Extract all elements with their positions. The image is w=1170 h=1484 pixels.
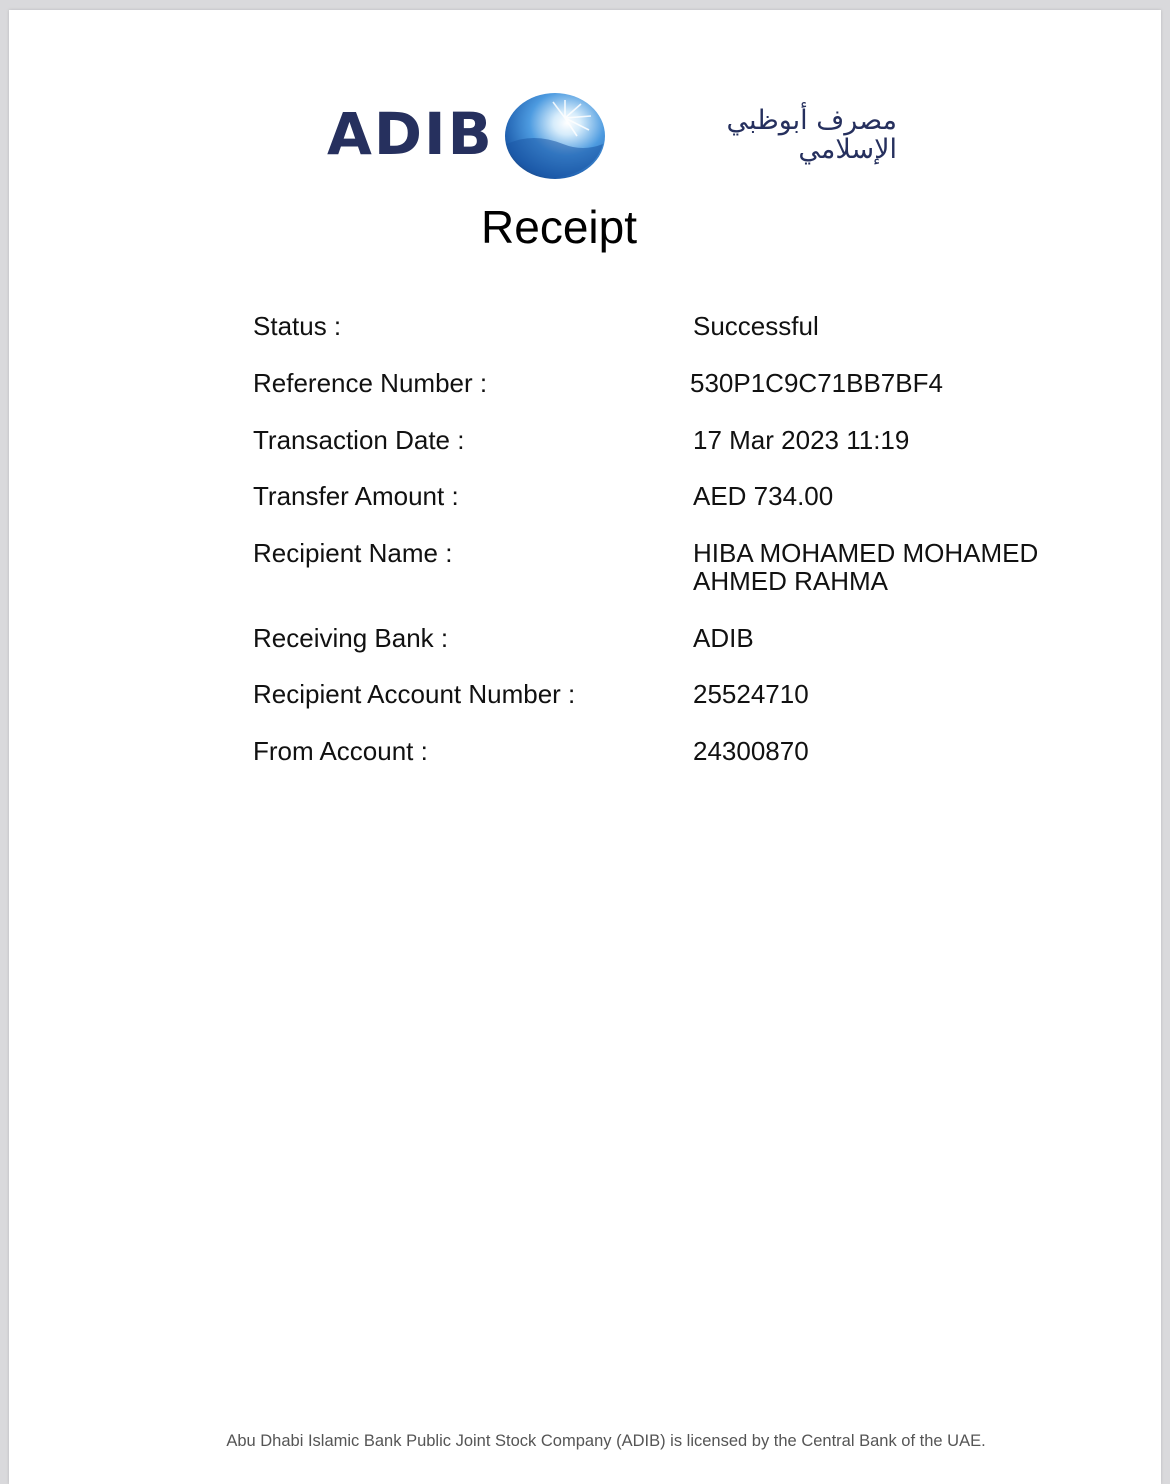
recipient-account-value: 25524710 [693,679,809,709]
recipient-account-label: Recipient Account Number : [253,679,576,709]
page-title: Receipt [481,201,637,253]
recipient-name-value [693,539,1038,595]
from-account-label: From Account : [253,736,428,766]
recipient-name-line1: HIBA MOHAMED MOHAMED [693,538,1039,568]
globe-icon [503,92,607,180]
transaction-date-value: 17 Mar 2023 11:19 [693,425,910,455]
reference-number-value: 530P1C9C71BB7BF4 [690,368,943,398]
transfer-amount-label: Transfer Amount : [253,481,459,511]
status-value: Successful [693,311,819,341]
recipient-name-line2: AHMED RAHMA [693,566,889,596]
receiving-bank-value: ADIB [693,623,754,653]
receiving-bank-label: Receiving Bank : [253,623,449,653]
logo-arabic-line1: مصرف أبوظبي [726,105,897,136]
footer-disclaimer: Abu Dhabi Islamic Bank Public Joint Stock Company (ADIB) is licensed by the Central Bank of the UAE. [226,1432,986,1450]
transaction-date-label: Transaction Date : [253,425,465,455]
logo-arabic-line2: الإسلامي [798,134,897,165]
status-label: Status : [253,311,342,341]
from-account-value: 24300870 [693,736,809,766]
reference-number-label: Reference Number : [253,368,488,398]
logo-arabic-text [625,106,897,164]
transfer-amount-value: AED 734.00 [693,481,834,511]
receipt-page [9,10,1161,1484]
recipient-name-label: Recipient Name : [253,538,453,568]
logo-wordmark: ADIB [327,100,494,168]
adib-logo [9,10,1161,210]
